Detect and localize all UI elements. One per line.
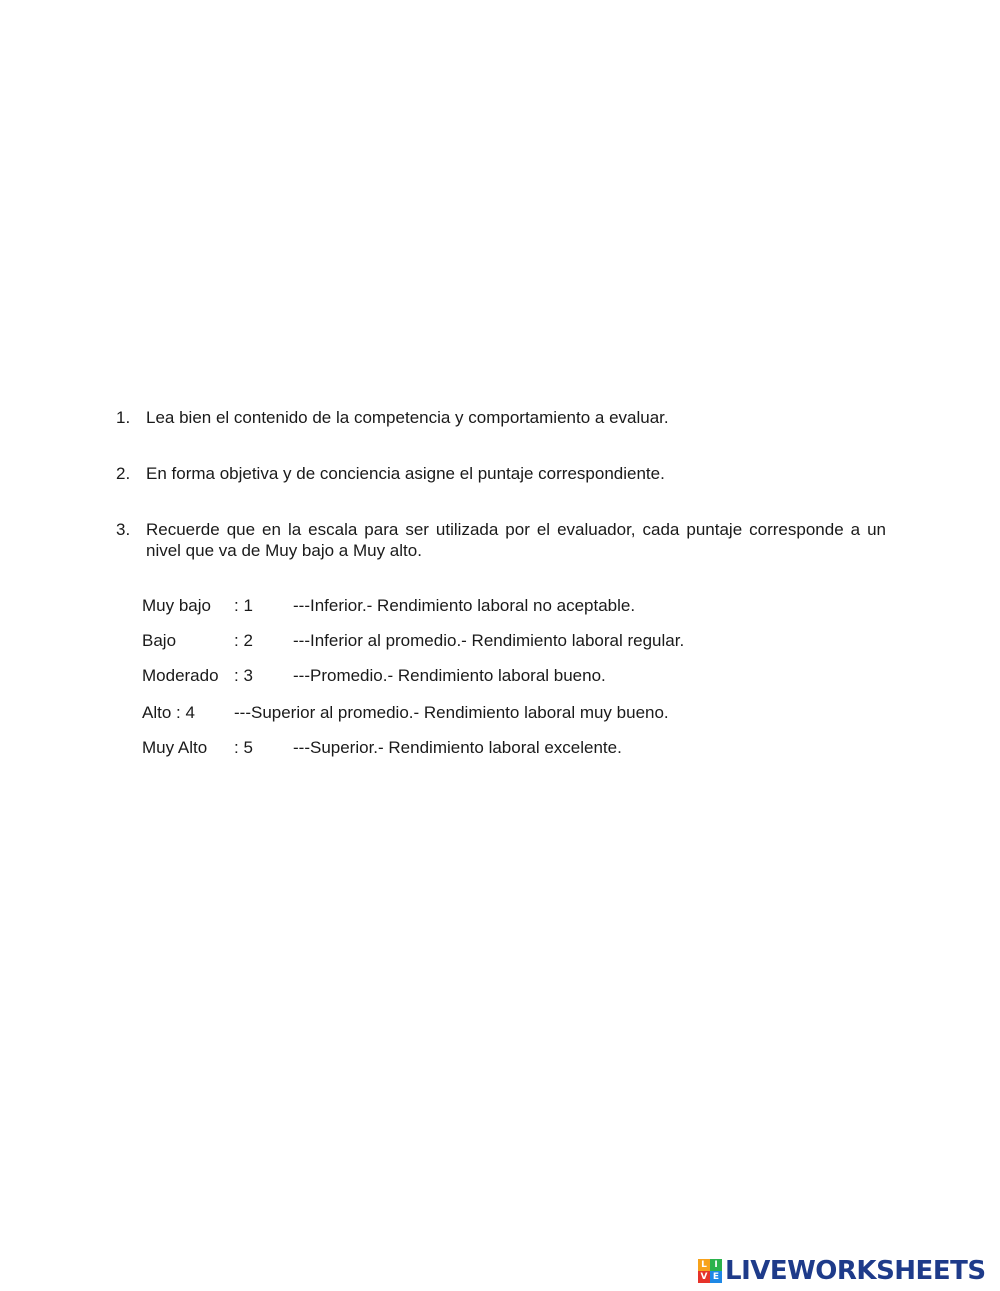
scale-level: Moderado: [142, 666, 219, 685]
instruction-number: 1.: [116, 408, 131, 427]
scale-description: ---Superior.- Rendimiento laboral excelente.: [293, 738, 622, 757]
logo-letter: V: [698, 1271, 710, 1283]
scale-row: [0, 665, 1000, 686]
logo-letter: L: [698, 1259, 710, 1271]
scale-value: : 2: [234, 631, 253, 650]
scale-value: : 5: [234, 738, 253, 757]
scale-value: : 1: [234, 596, 253, 615]
scale-level: Bajo: [142, 631, 177, 650]
scale-row: [0, 630, 1000, 651]
instruction-number: 2.: [116, 464, 131, 483]
logo-letter: E: [710, 1271, 722, 1283]
instruction-number: 3.: [116, 520, 131, 539]
scale-level: Alto : 4: [142, 703, 195, 722]
scale-row: [0, 702, 1000, 723]
instruction-text: En forma objetiva y de conciencia asigne el puntaje correspondiente.: [146, 464, 665, 483]
logo-letter: I: [710, 1259, 722, 1271]
instruction-text: Recuerde que en la escala para ser utilizada por el evaluador, cada puntaje corresponde a un nivel que va de Muy bajo a Muy alto.: [146, 520, 886, 560]
liveworksheets-brand[interactable]: [698, 1256, 986, 1286]
scale-row: [0, 595, 1000, 616]
instruction-text: Lea bien el contenido de la competencia y comportamiento a evaluar.: [146, 408, 669, 427]
scale-description: ---Inferior.- Rendimiento laboral no aceptable.: [293, 596, 636, 615]
scale-value: : 3: [234, 666, 253, 685]
scale-level: Muy bajo: [142, 596, 211, 615]
scale-row: [0, 737, 1000, 758]
scale-level: Muy Alto: [142, 738, 208, 757]
scale-description: ---Superior al promedio.- Rendimiento laboral muy bueno.: [234, 703, 669, 722]
scale-description: ---Promedio.- Rendimiento laboral bueno.: [293, 666, 606, 685]
scale-description: ---Inferior al promedio.- Rendimiento laboral regular.: [293, 631, 685, 650]
brand-name: LIVEWORKSHEETS: [725, 1256, 986, 1286]
liveworksheets-logo-icon: [698, 1259, 722, 1283]
